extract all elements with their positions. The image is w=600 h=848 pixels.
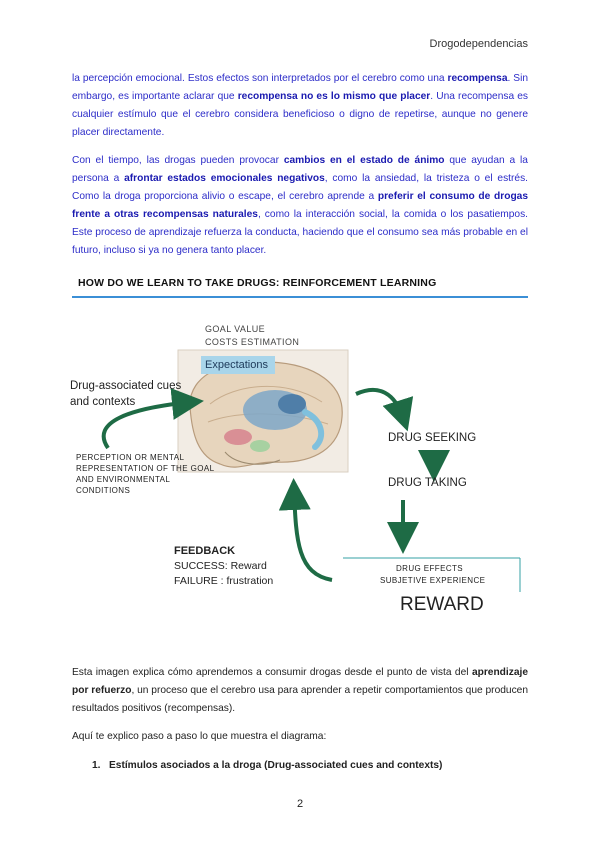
paragraph-diagram-explanation: Esta imagen explica cómo aprendemos a consumir drogas desde el punto de vista del aprendizaje por refuerzo, un proceso que el cerebro usa para aprender a repetir comportamientos que producen resultados positivos (recompensas). [72, 667, 528, 714]
feedback-title: FEEDBACK [174, 545, 236, 557]
perception-label-line1: PERCEPTION OR MENTAL [76, 453, 185, 462]
expectations-label: Expectations [205, 359, 268, 371]
paragraph-step-intro: Aquí te explico paso a paso lo que muestra el diagrama: [72, 731, 327, 742]
perception-label-line2: REPRESENTATION OF THE GOAL [76, 464, 215, 473]
page-number: 2 [296, 798, 304, 810]
drug-effects-label: DRUG EFFECTS [396, 564, 464, 573]
goal-value-label: GOAL VALUE [205, 324, 266, 334]
brain-to-seeking-arrow [356, 390, 404, 420]
subjective-experience-label: SUBJETIVE EXPERIENCE [380, 576, 486, 585]
list-text: Estímulos asociados a la droga (Drug-associated cues and contexts) [109, 760, 443, 771]
list-number: 1. [92, 760, 101, 771]
cues-label-line1: Drug-associated cues [70, 380, 182, 392]
drug-seeking-label: DRUG SEEKING [388, 432, 477, 444]
drug-taking-label: DRUG TAKING [388, 477, 467, 489]
list-item [92, 760, 442, 771]
perception-label-line4: CONDITIONS [76, 486, 131, 495]
feedback-success: SUCCESS: Reward [174, 560, 267, 572]
section-heading: HOW DO WE LEARN TO TAKE DRUGS: REINFORCEMENT LEARNING [78, 277, 437, 289]
reward-label: REWARD [400, 594, 484, 615]
reinforcement-learning-diagram [60, 312, 540, 632]
running-header: Drogodependencias [429, 38, 528, 50]
paragraph-reward-definition: la percepción emocional. Estos efectos son interpretados por el cerebro como una recompensa. Sin embargo, es importante aclarar que recompensa no es lo mismo que placer. Una recompensa es cualquier estímulo que el cerebro considera beneficioso o digno de repetirse, aunque no genere placer directamente. [72, 73, 528, 138]
heading-underline [72, 296, 528, 298]
feedback-loop-arrow [294, 490, 332, 580]
feedback-failure: FAILURE : frustration [174, 575, 274, 587]
cues-label-line2: and contexts [70, 396, 136, 408]
costs-estimation-label: COSTS ESTIMATION [205, 337, 300, 347]
paragraph-mood-changes: Con el tiempo, las drogas pueden provocar cambios en el estado de ánimo que ayudan a la persona a afrontar estados emocionales negativos, como la ansiedad, la tristeza o el estrés. Como la droga proporciona alivio o escape, el cerebro aprende a preferir el consumo de drogas frente a otras recompensas naturales, como la interacción social, la comida o los pasatiempos. Este proceso de aprendizaje refuerza la conducta, haciendo que el consumo sea más probable en el futuro, incluso si ya no genera tanto placer. [72, 155, 529, 256]
perception-label-line3: AND ENVIRONMENTAL [76, 475, 171, 484]
